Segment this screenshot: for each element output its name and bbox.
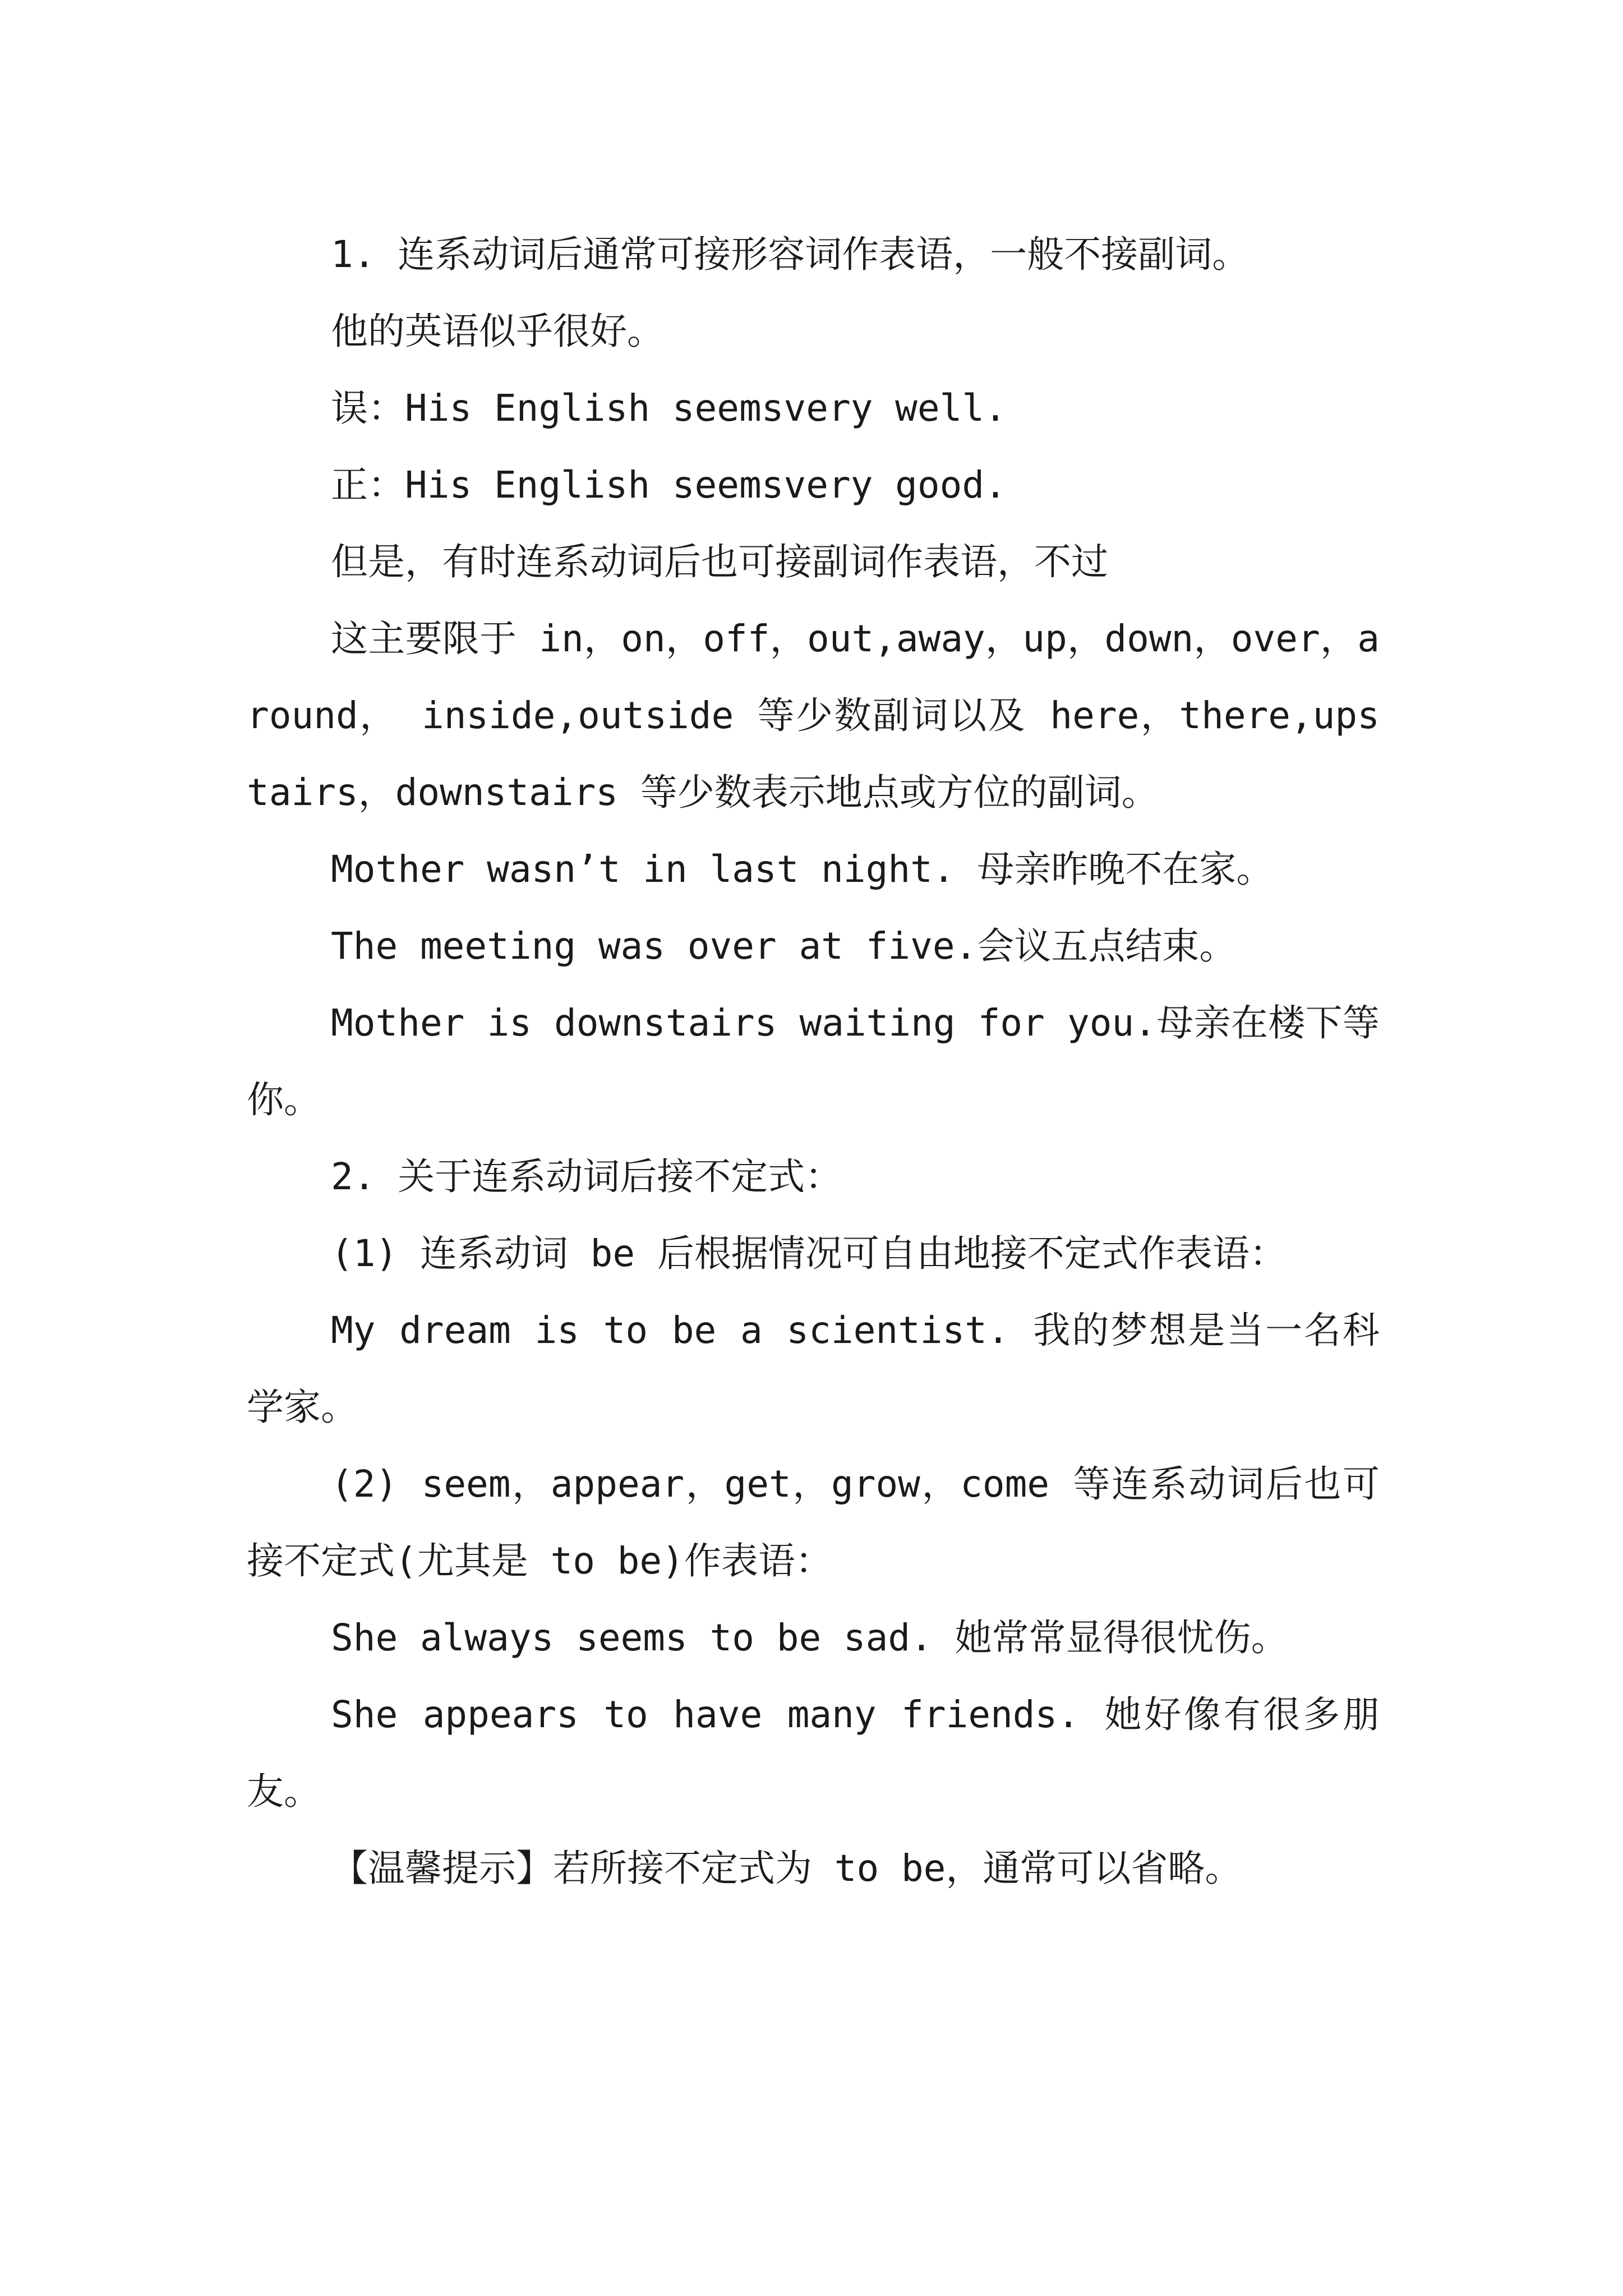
document-page bbox=[247, 216, 1380, 1907]
example-appears-friends: She appears to have many friends. 她好像有很多朋友。 bbox=[247, 1693, 1380, 1813]
example-meeting-over: The meeting was over at five.会议五点结束。 bbox=[331, 924, 1237, 968]
example-seems-sad: She always seems to be sad. 她常常显得很忧伤。 bbox=[331, 1616, 1288, 1659]
wrong-example: 误：His English seemsvery well. bbox=[331, 386, 1007, 430]
example-dream-scientist: My dream is to be a scientist. 我的梦想是当一名科学家。 bbox=[247, 1309, 1380, 1429]
rule-2-point-1: (1) 连系动词 be 后根据情况可自由地接不定式作表语： bbox=[331, 1232, 1287, 1275]
rule-2-heading: 2. 关于连系动词后接不定式： bbox=[331, 1155, 842, 1198]
warm-tip: 【温馨提示】若所接不定式为 to be，通常可以省略。 bbox=[331, 1847, 1242, 1890]
rule-1-heading: 1. 连系动词后通常可接形容词作表语，一般不接副词。 bbox=[331, 233, 1249, 276]
exception-intro: 但是，有时连系动词后也可接副词作表语，不过 bbox=[331, 540, 1108, 583]
exception-adverb-list: 这主要限于 in，on，off，out,away，up，down，over，around， inside,outside 等少数副词以及 here，there,upstairs，downstairs 等少数表示地点或方位的副词。 bbox=[247, 617, 1380, 814]
example-mother-in: Mother wasn’t in last night. 母亲昨晚不在家。 bbox=[331, 848, 1274, 891]
example-mother-downstairs: Mother is downstairs waiting for you.母亲在楼下等你。 bbox=[247, 1001, 1380, 1121]
rule-2-point-2: (2) seem，appear，get，grow，come 等连系动词后也可接不定式(尤其是 to be)作表语： bbox=[247, 1462, 1380, 1582]
correct-example: 正：His English seemsvery good. bbox=[331, 463, 1007, 507]
example-chinese-sentence: 他的英语似乎很好。 bbox=[331, 310, 664, 353]
